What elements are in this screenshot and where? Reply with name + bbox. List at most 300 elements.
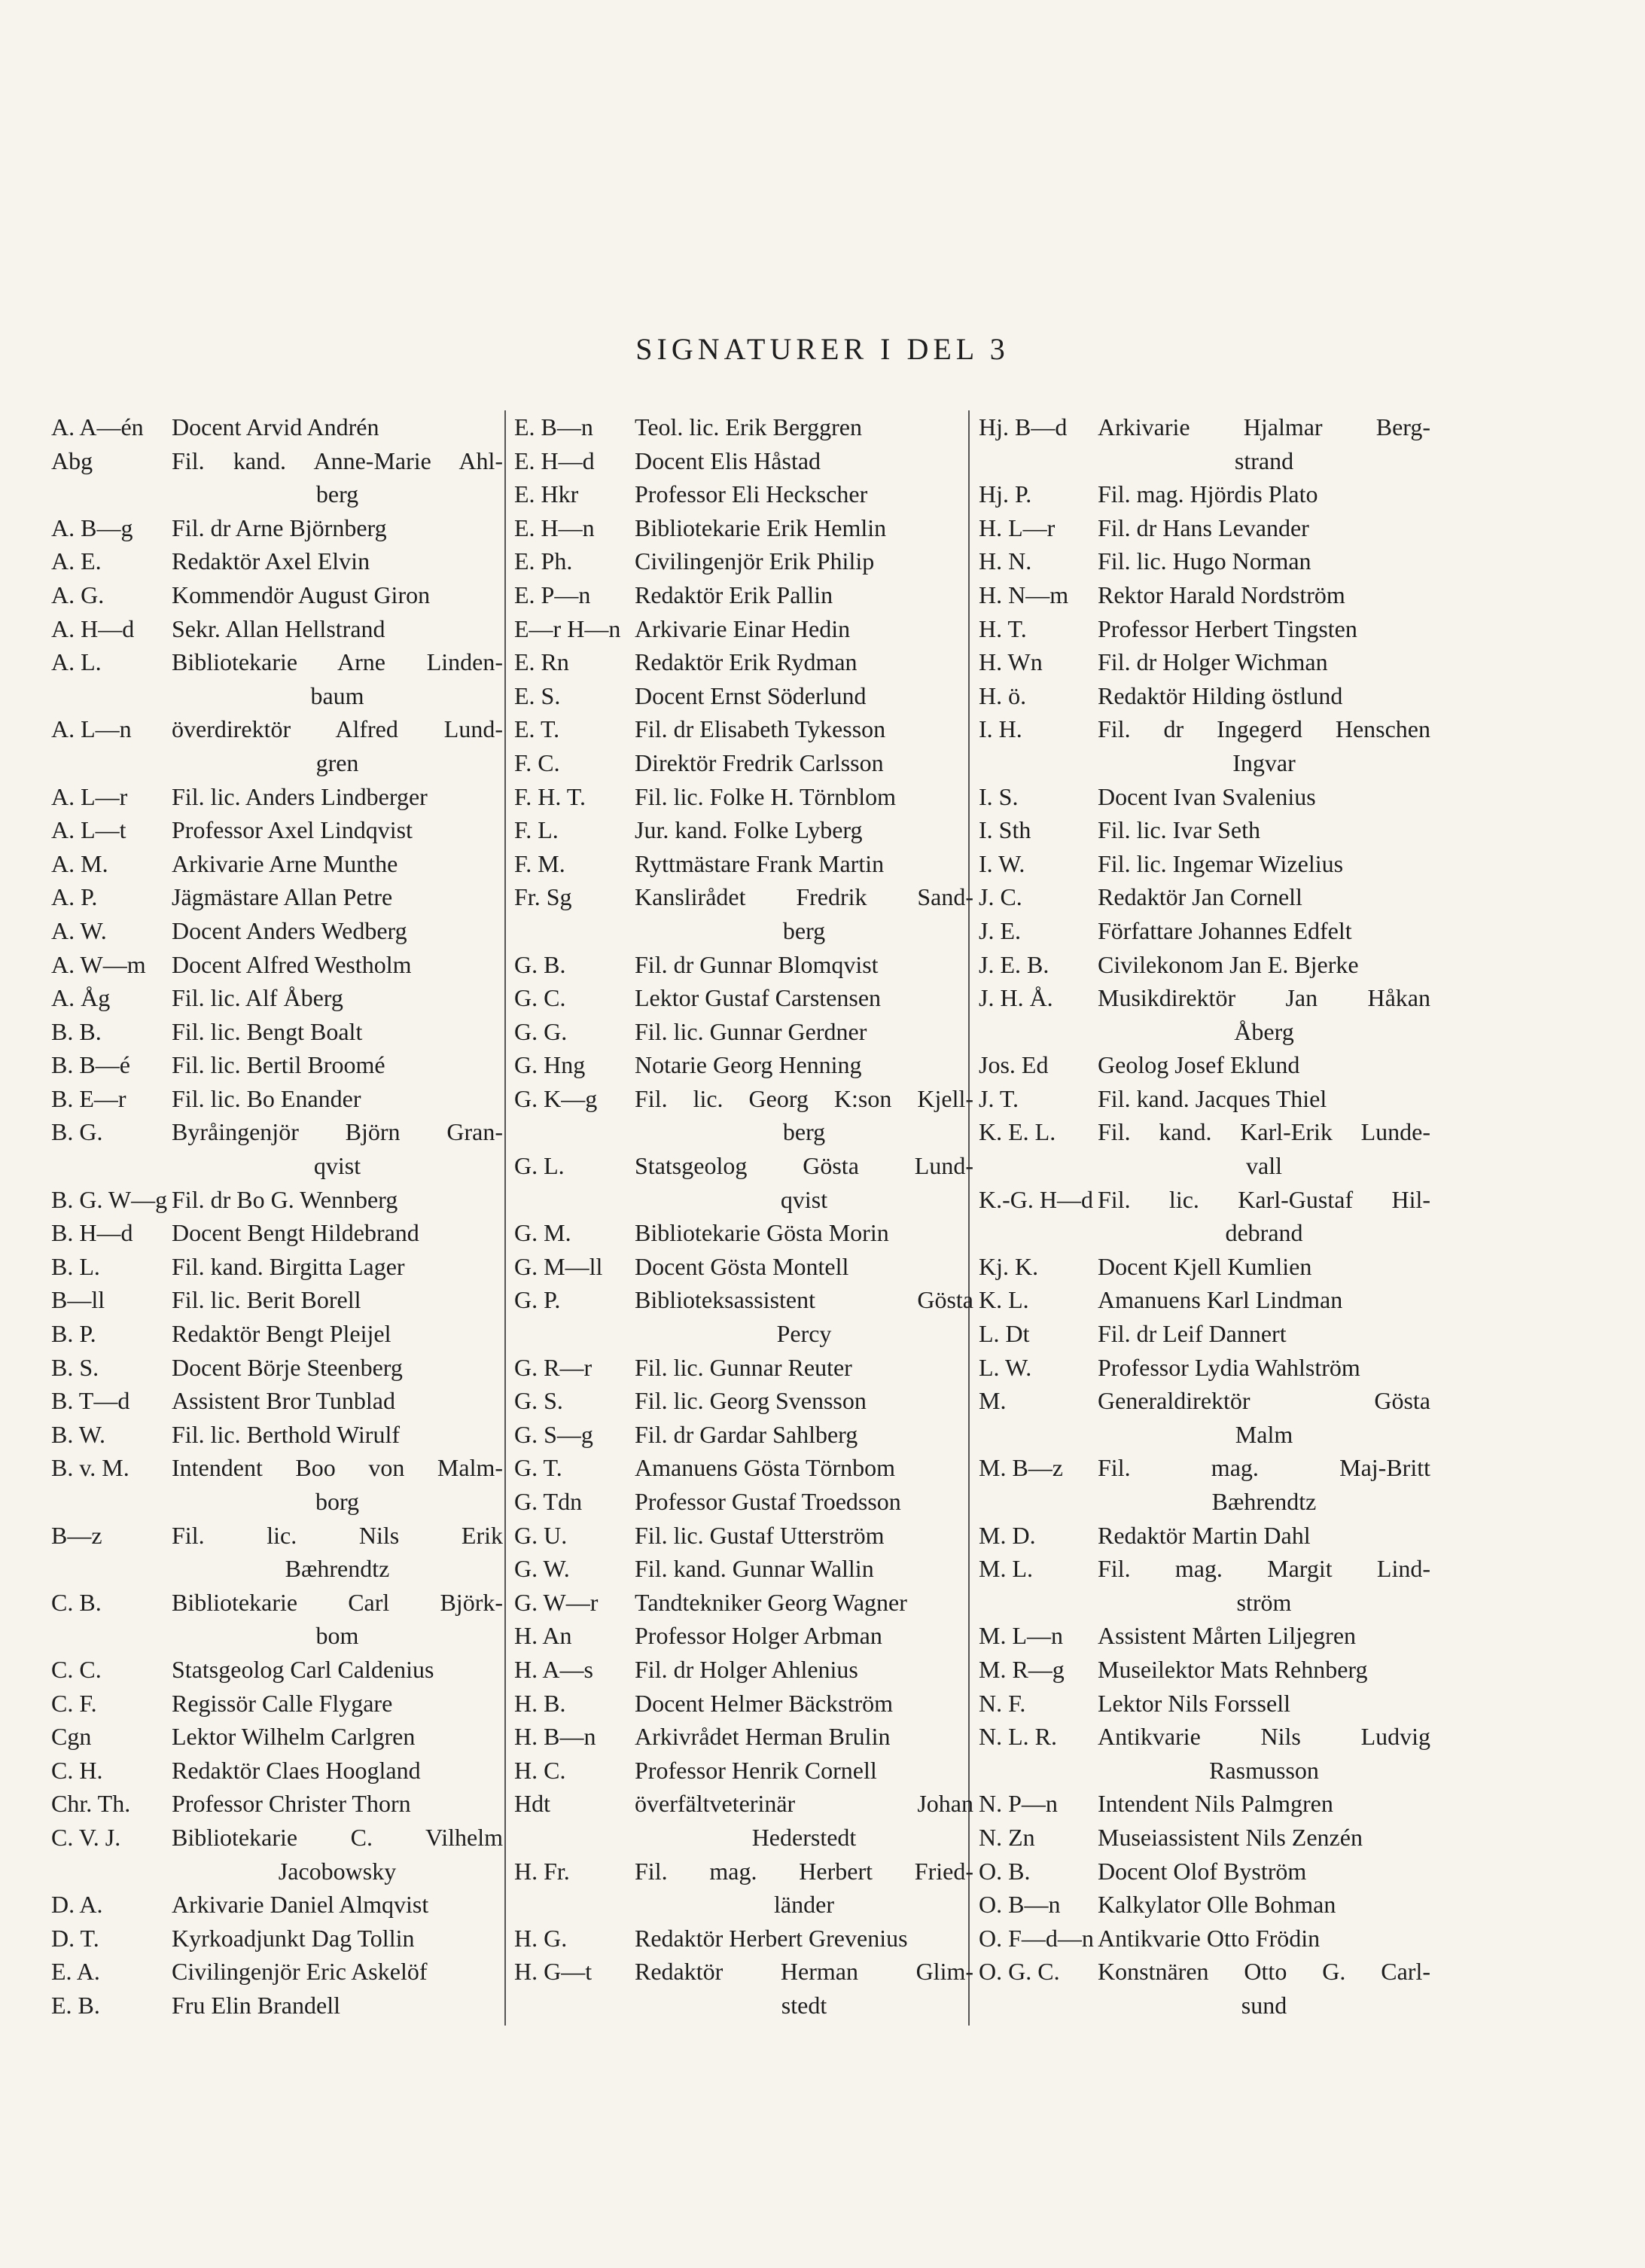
signature-abbreviation: A. B—g	[51, 514, 133, 541]
signature-abbreviation: Cgn	[51, 1723, 92, 1751]
contributor-name-continuation: borg	[315, 1488, 360, 1515]
contributor-name	[1098, 1183, 1430, 1250]
contributor-name-continuation: Rasmusson	[1209, 1756, 1319, 1784]
contributor-name	[635, 1754, 973, 1788]
contributor-name-line: Docent Helmer Bäckström	[635, 1689, 893, 1717]
contributor-name	[635, 780, 973, 814]
contributor-name-line: Fil. dr Ingegerd Henschen	[1098, 715, 1430, 743]
signature-abbreviation: A. G.	[51, 581, 105, 608]
contributor-name	[172, 981, 503, 1015]
contributor-name-line: Fil. dr Leif Dannert	[1098, 1320, 1287, 1348]
signature-entry	[514, 1048, 973, 1082]
contributor-name	[1098, 1922, 1430, 1956]
signature-entry	[979, 511, 1430, 545]
contributor-name	[1098, 712, 1430, 779]
contributor-name-line: Fil. mag. Hjördis Plato	[1098, 480, 1318, 508]
contributor-name-line: Professor Herbert Tingsten	[1098, 614, 1357, 642]
signature-column-1	[51, 410, 503, 2023]
contributor-name-line: Redaktör Erik Pallin	[635, 581, 833, 608]
signature-entry	[979, 1821, 1430, 1855]
contributor-name	[172, 1216, 503, 1250]
signature-abbreviation: H. N—m	[979, 581, 1069, 608]
signature-abbreviation: I. Sth	[979, 816, 1031, 844]
contributor-name-continuation: ström	[1236, 1588, 1292, 1616]
contributor-name	[172, 813, 503, 847]
contributor-name-continuation: länder	[774, 1891, 834, 1919]
contributor-name-line: Geolog Josef Eklund	[1098, 1051, 1300, 1079]
contributor-name-line: Fil. lic. Nils Erik	[172, 1521, 503, 1549]
contributor-name	[172, 1384, 503, 1418]
signature-entry	[51, 1888, 503, 1922]
signature-abbreviation: E—r H—n	[514, 614, 621, 642]
signature-entry	[979, 1048, 1430, 1082]
signature-abbreviation: B. G. W—g	[51, 1185, 168, 1213]
signature-abbreviation: A. E.	[51, 547, 102, 575]
signature-abbreviation: F. H. T.	[514, 782, 586, 810]
signature-abbreviation: G. M.	[514, 1219, 571, 1247]
signature-entry	[979, 1317, 1430, 1351]
signature-abbreviation: I. W.	[979, 849, 1025, 877]
contributor-name-line: Fil. lic. Gunnar Gerdner	[635, 1017, 867, 1045]
signature-abbreviation: G. K—g	[514, 1084, 598, 1112]
contributor-name-continuation: Percy	[776, 1320, 832, 1348]
contributor-name-line: Arkivarie Daniel Almqvist	[172, 1891, 429, 1919]
contributor-name	[1098, 981, 1430, 1048]
signature-abbreviation: F. L.	[514, 816, 559, 844]
contributor-name-line: Bibliotekarie Gösta Morin	[635, 1219, 889, 1247]
contributor-name	[1098, 1955, 1430, 2022]
contributor-name	[635, 880, 973, 947]
signature-entry	[514, 712, 973, 746]
signature-entry	[51, 1989, 503, 2023]
contributor-name	[1098, 511, 1430, 545]
contributor-name-continuation: stedt	[781, 1991, 827, 2019]
signature-entry	[51, 1821, 503, 1888]
signature-abbreviation: A. P.	[51, 883, 98, 911]
contributor-name-line: Fil. lic. Gustaf Utterström	[635, 1521, 885, 1549]
contributor-name	[635, 1351, 973, 1385]
signature-abbreviation: K. E. L.	[979, 1118, 1056, 1146]
signature-abbreviation: B. S.	[51, 1353, 99, 1381]
contributor-name	[172, 1115, 503, 1182]
signature-abbreviation: H. Wn	[979, 648, 1043, 676]
signature-entry	[979, 1283, 1430, 1317]
contributor-name-line: Antikvarie Nils Ludvig	[1098, 1723, 1430, 1751]
contributor-name-line: Kyrkoadjunkt Dag Tollin	[172, 1924, 415, 1952]
contributor-name	[1098, 948, 1430, 982]
signature-abbreviation: G. R—r	[514, 1353, 593, 1381]
contributor-name-line: Professor Eli Heckscher	[635, 480, 868, 508]
signature-entry	[51, 1653, 503, 1687]
contributor-name	[172, 847, 503, 881]
contributor-name-line: Bibliotekarie Carl Björk-	[172, 1588, 503, 1616]
signature-entry	[51, 880, 503, 914]
contributor-name-line: Fil. lic. Anders Lindberger	[172, 782, 428, 810]
contributor-name-line: Antikvarie Otto Frödin	[1098, 1924, 1321, 1952]
signature-entry	[979, 914, 1430, 948]
contributor-name-line: Fil. dr Elisabeth Tykesson	[635, 715, 886, 743]
contributor-name	[1098, 544, 1430, 578]
signature-abbreviation: E. T.	[514, 715, 560, 743]
contributor-name-line: Civilekonom Jan E. Bjerke	[1098, 950, 1359, 978]
contributor-name-line: Författare Johannes Edfelt	[1098, 916, 1352, 944]
signature-abbreviation: C. F.	[51, 1689, 97, 1717]
contributor-name-continuation: bom	[315, 1622, 359, 1650]
contributor-name-line: Biblioteksassistent Gösta	[635, 1286, 973, 1314]
contributor-name-continuation: qvist	[313, 1152, 361, 1180]
contributor-name	[1098, 1787, 1430, 1821]
contributor-name	[1098, 1519, 1430, 1553]
signature-entry	[979, 813, 1430, 847]
contributor-name-continuation: vall	[1246, 1152, 1282, 1180]
signature-abbreviation: C. V. J.	[51, 1823, 121, 1851]
signature-entry	[514, 1485, 973, 1519]
signature-entry	[51, 813, 503, 847]
signature-abbreviation: E. B—n	[514, 413, 593, 440]
signature-abbreviation: A. L—r	[51, 782, 128, 810]
signature-abbreviation: O. B.	[979, 1857, 1031, 1885]
contributor-name	[635, 1015, 973, 1049]
signature-entry	[514, 645, 973, 679]
signature-abbreviation: G. C.	[514, 984, 566, 1012]
signature-entry	[514, 1720, 973, 1754]
contributor-name	[172, 511, 503, 545]
contributor-name	[635, 1216, 973, 1250]
signature-abbreviation: M.	[979, 1387, 1007, 1415]
contributor-name-line: Fil. lic. Alf Åberg	[172, 984, 343, 1012]
contributor-name-line: Redaktör Bengt Pleijel	[172, 1320, 391, 1348]
contributor-name	[635, 1922, 973, 1956]
signature-abbreviation: G. S.	[514, 1387, 563, 1415]
contributor-name	[172, 948, 503, 982]
contributor-name-line: Redaktör Jan Cornell	[1098, 883, 1302, 911]
contributor-name	[635, 1149, 973, 1216]
contributor-name	[635, 847, 973, 881]
signature-abbreviation: H. B.	[514, 1689, 566, 1717]
contributor-name-line: Fil. dr Holger Ahlenius	[635, 1655, 858, 1683]
signature-entry	[514, 813, 973, 847]
contributor-name-line: Assistent Bror Tunblad	[172, 1387, 395, 1415]
contributor-name	[172, 1888, 503, 1922]
signature-abbreviation: M. L—n	[979, 1622, 1063, 1650]
signature-abbreviation: G. G.	[514, 1017, 568, 1045]
signature-entry	[51, 544, 503, 578]
signature-entry	[514, 948, 973, 982]
signature-abbreviation: G. S—g	[514, 1420, 593, 1448]
page-title: SIGNATURER I DEL 3	[635, 332, 1010, 366]
signature-entry	[514, 1653, 973, 1687]
signature-abbreviation: D. A.	[51, 1891, 103, 1919]
contributor-name	[172, 1183, 503, 1217]
signature-abbreviation: I. S.	[979, 782, 1019, 810]
contributor-name-line: Konstnären Otto G. Carl-	[1098, 1958, 1430, 1986]
contributor-name	[635, 1955, 973, 2022]
signature-abbreviation: G. P.	[514, 1286, 561, 1314]
signature-abbreviation: M. L.	[979, 1555, 1033, 1583]
signature-abbreviation: L. Dt	[979, 1320, 1030, 1348]
signature-abbreviation: G. B.	[514, 950, 566, 978]
contributor-name-line: Fil. lic. Georg Svensson	[635, 1387, 867, 1415]
signature-abbreviation: C. H.	[51, 1756, 103, 1784]
contributor-name-line: Kalkylator Olle Bohman	[1098, 1891, 1336, 1919]
signature-abbreviation: G. W—r	[514, 1588, 599, 1616]
signature-entry	[514, 410, 973, 444]
signature-abbreviation: Chr. Th.	[51, 1790, 131, 1818]
signature-entry	[51, 578, 503, 612]
contributor-name	[1098, 578, 1430, 612]
signature-abbreviation: E. Hkr	[514, 480, 579, 508]
signature-entry	[514, 981, 973, 1015]
contributor-name	[172, 1653, 503, 1687]
contributor-name-line: Fil. lic. Ingemar Wizelius	[1098, 849, 1344, 877]
signature-abbreviation: Hj. P.	[979, 480, 1032, 508]
signature-entry	[979, 1653, 1430, 1687]
signature-abbreviation: B. W.	[51, 1420, 106, 1448]
contributor-name-line: Lektor Gustaf Carstensen	[635, 984, 882, 1012]
contributor-name	[172, 544, 503, 578]
signature-entry	[979, 578, 1430, 612]
signature-abbreviation: Kj. K.	[979, 1252, 1039, 1280]
signature-entry	[51, 1250, 503, 1284]
contributor-name-line: Fil. kand. Birgitta Lager	[172, 1252, 405, 1280]
signature-abbreviation: M. B—z	[979, 1454, 1063, 1482]
contributor-name	[172, 1451, 503, 1518]
contributor-name-line: Docent Elis Håstad	[635, 447, 821, 474]
contributor-name-line: Docent Kjell Kumlien	[1098, 1252, 1312, 1280]
signature-entry	[514, 1149, 973, 1216]
signature-abbreviation: K. L.	[979, 1286, 1029, 1314]
signature-abbreviation: B. B—é	[51, 1051, 130, 1079]
contributor-name-continuation: berg	[315, 480, 359, 508]
signature-abbreviation: Abg	[51, 447, 93, 474]
contributor-name-continuation: Åberg	[1234, 1017, 1294, 1045]
contributor-name	[172, 1519, 503, 1586]
signature-entry	[979, 612, 1430, 646]
contributor-name-line: Jägmästare Allan Petre	[172, 883, 393, 911]
signature-entry	[979, 1552, 1430, 1619]
signature-abbreviation: B. H—d	[51, 1219, 133, 1247]
signature-abbreviation: A. H—d	[51, 614, 135, 642]
signature-abbreviation: B. L.	[51, 1252, 100, 1280]
signature-abbreviation: H. An	[514, 1622, 572, 1650]
contributor-name-line: Docent Olof Byström	[1098, 1857, 1307, 1885]
signature-abbreviation: H. T.	[979, 614, 1027, 642]
signature-abbreviation: M. R—g	[979, 1655, 1065, 1683]
signature-abbreviation: J. E.	[979, 916, 1021, 944]
contributor-name-line: Arkivrådet Herman Brulin	[635, 1723, 891, 1751]
contributor-name-line: Museilektor Mats Rehnberg	[1098, 1655, 1368, 1683]
contributor-name-line: Professor Henrik Cornell	[635, 1756, 877, 1784]
contributor-name-line: Fil. lic. Hugo Norman	[1098, 547, 1311, 575]
signature-abbreviation: A. L.	[51, 648, 102, 676]
contributor-name	[1098, 1720, 1430, 1787]
contributor-name-line: Fil. kand. Anne-Marie Ahl-	[172, 447, 503, 474]
signature-abbreviation: G. Hng	[514, 1051, 586, 1079]
signature-entry	[979, 1250, 1430, 1284]
signature-entry	[51, 1418, 503, 1452]
signature-entry	[514, 511, 973, 545]
contributor-name-line: Bibliotekarie Arne Linden-	[172, 648, 503, 676]
contributor-name-line: Byråingenjör Björn Gran-	[172, 1118, 503, 1146]
contributor-name	[635, 1787, 973, 1854]
contributor-name-line: Fil. mag. Margit Lind-	[1098, 1555, 1430, 1583]
contributor-name-line: Fil. lic. Gunnar Reuter	[635, 1353, 852, 1381]
signature-entry	[979, 981, 1430, 1048]
contributor-name	[172, 880, 503, 914]
signature-entry	[514, 1754, 973, 1788]
signature-entry	[979, 880, 1430, 914]
contributor-name	[635, 1283, 973, 1350]
contributor-name	[172, 1821, 503, 1888]
contributor-name	[635, 1552, 973, 1586]
signature-entry	[51, 1720, 503, 1754]
signature-abbreviation: B. E—r	[51, 1084, 126, 1112]
signature-entry	[51, 1922, 503, 1956]
contributor-name-line: Generaldirektör Gösta	[1098, 1387, 1430, 1415]
signature-entry	[514, 612, 973, 646]
signature-entry	[51, 1687, 503, 1721]
signature-entry	[514, 1922, 973, 1956]
signature-abbreviation: B. v. M.	[51, 1454, 129, 1482]
signature-entry	[979, 780, 1430, 814]
contributor-name-line: Statsgeolog Gösta Lund-	[635, 1152, 973, 1180]
contributor-name-continuation: Jacobowsky	[278, 1857, 397, 1885]
contributor-name	[635, 948, 973, 982]
contributor-name-line: Fil. lic. Berthold Wirulf	[172, 1420, 400, 1448]
signature-abbreviation: Hdt	[514, 1790, 550, 1818]
signature-abbreviation: J. T.	[979, 1084, 1019, 1112]
signature-entry	[514, 1351, 973, 1385]
contributor-name-continuation: gren	[315, 748, 359, 776]
contributor-name-line: Teol. lic. Erik Berggren	[635, 413, 862, 440]
signature-entry	[514, 1586, 973, 1620]
signature-entry	[514, 1955, 973, 2022]
contributor-name-line: Redaktör Herman Glim-	[635, 1958, 973, 1986]
contributor-name-line: Fil. lic. Ivar Seth	[1098, 816, 1260, 844]
signature-abbreviation: J. C.	[979, 883, 1022, 911]
contributor-name	[172, 712, 503, 779]
contributor-name-line: Docent Anders Wedberg	[172, 916, 407, 944]
contributor-name	[635, 1855, 973, 1922]
signature-abbreviation: O. G. C.	[979, 1958, 1060, 1986]
signature-entry	[979, 1922, 1430, 1956]
contributor-name	[635, 645, 973, 679]
contributor-name-line: Civilingenjör Eric Askelöf	[172, 1958, 428, 1986]
signature-entry	[51, 712, 503, 779]
signature-entry	[51, 1787, 503, 1821]
contributor-name-line: Lektor Wilhelm Carlgren	[172, 1723, 416, 1751]
contributor-name-line: Fil. dr Gunnar Blomqvist	[635, 950, 879, 978]
contributor-name-line: Fil. kand. Karl-Erik Lunde-	[1098, 1118, 1430, 1146]
contributor-name	[172, 1082, 503, 1116]
signature-entry	[514, 780, 973, 814]
signature-abbreviation: H. ö.	[979, 681, 1027, 709]
contributor-name	[1098, 645, 1430, 679]
signature-entry	[514, 1519, 973, 1553]
signature-abbreviation: Jos. Ed	[979, 1051, 1049, 1079]
contributor-name	[1098, 477, 1430, 511]
signature-entry	[514, 578, 973, 612]
contributor-name-line: Redaktör Martin Dahl	[1098, 1521, 1311, 1549]
contributor-name	[1098, 1384, 1430, 1451]
contributor-name-continuation: Ingvar	[1232, 748, 1296, 776]
signature-entry	[51, 1015, 503, 1049]
contributor-name-line: Lektor Nils Forssell	[1098, 1689, 1290, 1717]
contributor-name-line: Jur. kand. Folke Lyberg	[635, 816, 863, 844]
signature-entry	[514, 1552, 973, 1586]
contributor-name-line: Intendent Nils Palmgren	[1098, 1790, 1333, 1818]
contributor-name-line: Amanuens Karl Lindman	[1098, 1286, 1343, 1314]
signature-entry	[51, 1115, 503, 1182]
signature-abbreviation: G. U.	[514, 1521, 568, 1549]
contributor-name	[635, 1720, 973, 1754]
contributor-name-line: Docent Börje Steenberg	[172, 1353, 403, 1381]
signature-entry	[51, 410, 503, 444]
contributor-name	[1098, 1115, 1430, 1182]
signature-entry	[514, 1015, 973, 1049]
signature-abbreviation: B—ll	[51, 1286, 105, 1314]
contributor-name-continuation: berg	[782, 916, 826, 944]
signature-entry	[51, 948, 503, 982]
contributor-name-continuation: baum	[310, 681, 364, 709]
contributor-name-line: Fil. dr Bo G. Wennberg	[172, 1185, 398, 1213]
signature-abbreviation: A. M.	[51, 849, 108, 877]
signature-abbreviation: F. C.	[514, 748, 560, 776]
signature-abbreviation: E. Ph.	[514, 547, 573, 575]
signature-entry	[514, 1082, 973, 1149]
contributor-name-line: Redaktör Herbert Grevenius	[635, 1924, 908, 1952]
contributor-name	[635, 544, 973, 578]
contributor-name	[172, 1754, 503, 1788]
contributor-name-line: Redaktör Claes Hoogland	[172, 1756, 421, 1784]
contributor-name	[172, 1250, 503, 1284]
signature-entry	[979, 1955, 1430, 2022]
signature-abbreviation: G. Tdn	[514, 1488, 583, 1515]
signature-entry	[514, 544, 973, 578]
contributor-name-line: Arkivarie Arne Munthe	[172, 849, 398, 877]
signature-entry	[51, 780, 503, 814]
contributor-name-line: Docent Ivan Svalenius	[1098, 782, 1316, 810]
contributor-name	[172, 1351, 503, 1385]
signature-abbreviation: C. B.	[51, 1588, 102, 1616]
contributor-name-line: Fil. lic. Bengt Boalt	[172, 1017, 363, 1045]
signature-entry	[979, 1619, 1430, 1653]
contributor-name-continuation: Hederstedt	[751, 1823, 857, 1851]
contributor-name-line: Fil. dr Gardar Sahlberg	[635, 1420, 858, 1448]
signature-abbreviation: A. Åg	[51, 984, 111, 1012]
signature-abbreviation: I. H.	[979, 715, 1022, 743]
signature-abbreviation: H. Fr.	[514, 1857, 570, 1885]
signature-entry	[979, 847, 1430, 881]
contributor-name-line: överdirektör Alfred Lund-	[172, 715, 503, 743]
signature-entry	[514, 746, 973, 780]
signature-entry	[514, 444, 973, 478]
contributor-name-continuation: Malm	[1235, 1420, 1293, 1448]
signature-entry	[514, 847, 973, 881]
contributor-name-line: Docent Alfred Westholm	[172, 950, 412, 978]
contributor-name	[635, 444, 973, 478]
signature-entry	[51, 1283, 503, 1317]
signature-entry	[979, 712, 1430, 779]
signature-abbreviation: H. N.	[979, 547, 1032, 575]
contributor-name	[1098, 1855, 1430, 1888]
contributor-name-line: Direktör Fredrik Carlsson	[635, 748, 884, 776]
contributor-name	[635, 1048, 973, 1082]
signature-abbreviation: A. W.	[51, 916, 107, 944]
contributor-name-line: Professor Lydia Wahlström	[1098, 1353, 1360, 1381]
signature-entry	[979, 948, 1430, 982]
signature-abbreviation: G. L.	[514, 1152, 565, 1180]
